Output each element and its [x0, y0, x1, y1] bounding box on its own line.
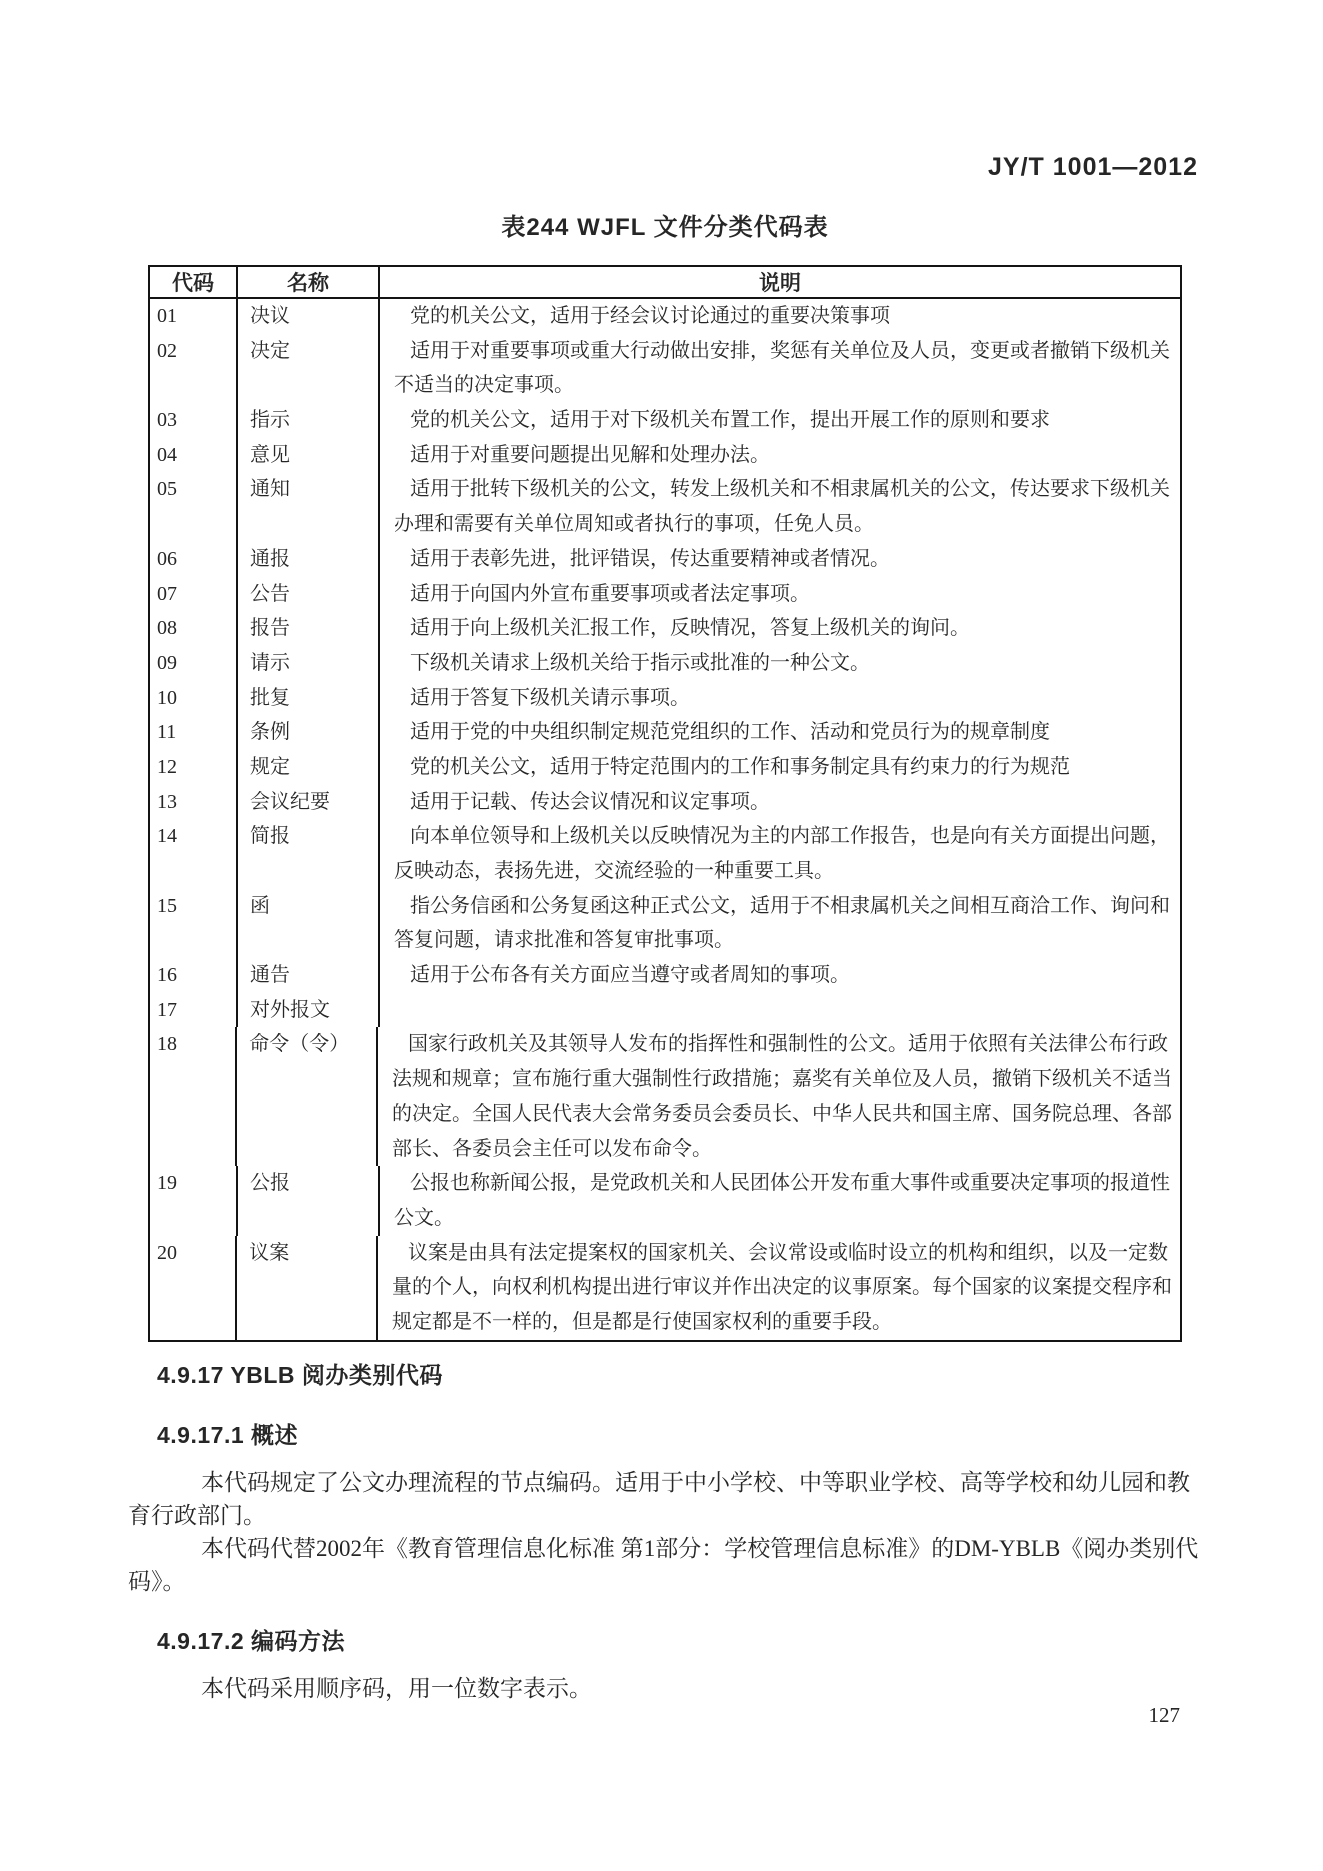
row-name — [238, 577, 380, 612]
row-name-text: 条例 — [250, 721, 290, 744]
row-description-line: 规定都是不一样的，但是都是行使国家权利的重要手段。 — [392, 1310, 892, 1333]
row-description-line: 适用于答复下级机关请示事项。 — [410, 686, 690, 709]
row-description — [380, 819, 1180, 888]
row-code — [150, 889, 238, 958]
row-description-line: 党的机关公文，适用于对下级机关布置工作，提出开展工作的原则和要求 — [410, 409, 1050, 432]
row-description — [380, 993, 1180, 1028]
row-description — [380, 299, 1180, 334]
row-name-text: 议案 — [249, 1241, 290, 1264]
row-description-line: 适用于对重要事项或重大行动做出安排，奖惩有关单位及人员，变更或者撤销下级机关 — [410, 339, 1170, 362]
row-code — [150, 611, 238, 646]
row-code — [150, 785, 238, 820]
row-code-text: 08 — [157, 617, 177, 640]
row-name-text: 会议纪要 — [250, 790, 330, 813]
table-row — [150, 472, 1180, 541]
row-name-text: 意见 — [250, 443, 290, 466]
row-code — [150, 993, 238, 1028]
table-row — [150, 611, 1180, 646]
row-description — [380, 438, 1180, 473]
row-description — [380, 611, 1180, 646]
row-name-text: 公报 — [250, 1172, 290, 1195]
row-description-line: 下级机关请求上级机关给于指示或批准的一种公文。 — [410, 651, 870, 674]
row-name-text: 请示 — [250, 651, 290, 674]
row-code-text: 04 — [157, 443, 177, 466]
column-header-code: 代码 — [150, 267, 238, 297]
row-name — [238, 403, 380, 438]
row-description-line: 反映动态，表扬先进，交流经验的一种重要工具。 — [394, 860, 834, 882]
row-code — [150, 472, 238, 541]
row-code — [150, 750, 238, 785]
paragraph — [128, 1672, 1208, 1705]
row-description-line: 适用于批转下级机关的公文，转发上级机关和不相隶属机关的公文，传达要求下级机关 — [410, 478, 1170, 501]
row-description — [380, 681, 1180, 716]
row-code — [150, 299, 238, 334]
row-description — [380, 472, 1180, 541]
row-name — [238, 299, 380, 334]
row-name-text: 报告 — [250, 617, 290, 640]
table-row — [150, 334, 1180, 403]
row-code-text: 03 — [157, 409, 177, 432]
row-description-line — [394, 993, 1172, 1028]
row-name — [238, 334, 380, 403]
table-row — [150, 646, 1180, 681]
row-code-text: 15 — [157, 894, 177, 917]
row-description — [380, 1166, 1180, 1235]
section-heading-49171: 4.9.17.1 概述 — [157, 1422, 299, 1448]
row-name — [238, 438, 380, 473]
row-name-text: 规定 — [250, 755, 290, 778]
row-code-text: 05 — [157, 478, 177, 501]
row-description — [380, 334, 1180, 403]
table-row — [150, 1027, 1180, 1166]
row-code-text: 19 — [157, 1172, 177, 1195]
table-row — [150, 785, 1180, 820]
row-name — [238, 646, 380, 681]
row-name-text: 对外报文 — [250, 998, 330, 1021]
paragraph-line: 本代码规定了公文办理流程的节点编码。适用于中小学校、中等职业学校、高等学校和幼儿园和教 — [201, 1470, 1190, 1495]
row-code — [150, 542, 238, 577]
row-name-text: 公告 — [250, 582, 290, 605]
row-description — [378, 1027, 1180, 1166]
row-description-line: 适用于对重要问题提出见解和处理办法。 — [410, 443, 770, 466]
table-row — [150, 993, 1180, 1028]
paragraph-line: 本代码代替2002年《教育管理信息化标准 第1部分：学校管理信息标准》的DM-YBLB《阅办类别代 — [201, 1536, 1199, 1561]
row-name-text: 通告 — [250, 964, 290, 987]
row-description-line: 适用于公布各有关方面应当遵守或者周知的事项。 — [410, 964, 850, 987]
row-name-text: 通报 — [250, 547, 290, 570]
row-name — [238, 472, 380, 541]
row-code — [150, 715, 238, 750]
row-description-line: 适用于表彰先进，批评错误，传达重要精神或者情况。 — [410, 547, 890, 570]
row-code — [150, 403, 238, 438]
row-name-text: 批复 — [250, 686, 290, 709]
row-code-text: 06 — [157, 547, 177, 570]
row-name-text: 决议 — [250, 305, 290, 327]
row-name — [237, 1027, 378, 1166]
row-description-line: 党的机关公文，适用于特定范围内的工作和事务制定具有约束力的行为规范 — [410, 755, 1070, 778]
table-row — [150, 889, 1180, 958]
row-description — [378, 1236, 1180, 1340]
row-description-line: 向本单位领导和上级机关以反映情况为主的内部工作报告，也是向有关方面提出问题， — [410, 825, 1170, 848]
table-row — [150, 438, 1180, 473]
table-row — [150, 715, 1180, 750]
row-code-text: 16 — [157, 964, 177, 987]
row-description-line: 公报也称新闻公报，是党政机关和人民团体公开发布重大事件或重要决定事项的报道性 — [410, 1172, 1170, 1195]
paragraph-line: 育行政部门。 — [128, 1503, 266, 1528]
row-description — [380, 958, 1180, 993]
paragraph-line: 码》。 — [128, 1569, 186, 1594]
section-heading-49172: 4.9.17.2 编码方法 — [157, 1628, 346, 1654]
row-code-text: 07 — [157, 582, 177, 605]
row-name — [238, 819, 380, 888]
table-row — [150, 750, 1180, 785]
paragraph — [128, 1466, 1208, 1532]
paragraph-line: 本代码采用顺序码，用一位数字表示。 — [201, 1676, 592, 1701]
row-name — [238, 750, 380, 785]
table-row — [150, 819, 1180, 888]
row-name — [238, 993, 380, 1028]
row-name-text: 决定 — [250, 339, 290, 362]
row-code-text: 17 — [157, 998, 177, 1021]
table-row — [150, 577, 1180, 612]
row-code — [150, 958, 238, 993]
row-name-text: 通知 — [250, 478, 290, 501]
row-name-text: 命令（令） — [249, 1033, 350, 1056]
page-number: 127 — [1148, 1703, 1180, 1727]
row-description — [380, 785, 1180, 820]
row-name-text: 简报 — [250, 825, 290, 848]
row-description-line: 部长、各委员会主任可以发布命令。 — [392, 1137, 712, 1160]
row-name — [238, 611, 380, 646]
row-name — [238, 958, 380, 993]
table-row — [150, 542, 1180, 577]
row-name — [237, 1236, 378, 1340]
table-row — [150, 681, 1180, 716]
row-description-line: 指公务信函和公务复函这种正式公文，适用于不相隶属机关之间相互商洽工作、询问和 — [410, 894, 1170, 917]
row-code-text: 10 — [157, 686, 177, 709]
row-description — [380, 715, 1180, 750]
row-code — [150, 577, 238, 612]
row-code-text: 13 — [157, 790, 177, 813]
row-code-text: 18 — [157, 1033, 177, 1056]
row-code — [150, 1027, 237, 1166]
row-description-line: 量的个人，向权利机构提出进行审议并作出决定的议事原案。每个国家的议案提交程序和 — [392, 1276, 1172, 1299]
column-header-desc: 说明 — [759, 272, 801, 295]
row-description — [380, 577, 1180, 612]
table-row — [150, 958, 1180, 993]
doc-number: JY/T 1001—2012 — [988, 153, 1198, 181]
row-code-text: 11 — [157, 721, 177, 744]
row-name-text: 函 — [250, 894, 270, 917]
row-description-line: 适用于向国内外宣布重要事项或者法定事项。 — [410, 582, 810, 605]
row-description — [380, 542, 1180, 577]
table-row — [150, 1236, 1180, 1340]
row-name — [238, 542, 380, 577]
row-description-line: 答复问题，请求批准和答复审批事项。 — [394, 929, 734, 952]
row-code — [150, 1236, 237, 1340]
row-code — [150, 1166, 238, 1235]
row-code-text: 02 — [157, 339, 177, 362]
row-description-line: 党的机关公文，适用于经会议讨论通过的重要决策事项 — [410, 305, 890, 327]
table-row — [150, 299, 1180, 334]
row-name — [238, 1166, 380, 1235]
row-code — [150, 646, 238, 681]
row-name — [238, 889, 380, 958]
row-code — [150, 681, 238, 716]
row-description-line: 适用于党的中央组织制定规范党组织的工作、活动和党员行为的规章制度 — [410, 721, 1050, 744]
row-description-line: 国家行政机关及其领导人发布的指挥性和强制性的公文。适用于依照有关法律公布行政 — [408, 1033, 1168, 1056]
row-name — [238, 715, 380, 750]
row-description-line: 议案是由具有法定提案权的国家机关、会议常设或临时设立的机构和组织，以及一定数 — [408, 1241, 1168, 1264]
row-name-text: 指示 — [250, 409, 290, 432]
row-description-line: 不适当的决定事项。 — [394, 374, 574, 397]
row-description — [380, 750, 1180, 785]
row-code-text: 09 — [157, 651, 177, 674]
section-heading-4917: 4.9.17 YBLB 阅办类别代码 — [157, 1362, 443, 1388]
row-description — [380, 889, 1180, 958]
row-description — [380, 646, 1180, 681]
table-body — [150, 299, 1180, 1340]
column-header-name: 名称 — [238, 267, 380, 297]
row-code-text: 12 — [157, 755, 177, 778]
row-code-text: 14 — [157, 825, 177, 848]
row-code-text: 01 — [157, 305, 177, 327]
row-description-line: 适用于记载、传达会议情况和议定事项。 — [410, 790, 770, 813]
code-table — [148, 265, 1182, 1342]
row-code — [150, 438, 238, 473]
row-description-line: 公文。 — [394, 1206, 454, 1229]
table-header-row — [150, 267, 1180, 299]
table-row — [150, 1166, 1180, 1235]
row-description-line: 法规和规章；宣布施行重大强制性行政措施；嘉奖有关单位及人员，撤销下级机关不适当 — [392, 1068, 1172, 1091]
row-description-line: 适用于向上级机关汇报工作，反映情况，答复上级机关的询问。 — [410, 617, 970, 640]
row-code — [150, 334, 238, 403]
row-code-text: 20 — [157, 1241, 177, 1264]
row-description-line: 的决定。全国人民代表大会常务委员会委员长、中华人民共和国主席、国务院总理、各部 — [392, 1102, 1172, 1125]
table-row — [150, 403, 1180, 438]
row-code — [150, 819, 238, 888]
paragraph — [128, 1532, 1208, 1598]
table-title: 表244 WJFL 文件分类代码表 — [501, 214, 829, 241]
row-description — [380, 403, 1180, 438]
row-name — [238, 785, 380, 820]
row-name — [238, 681, 380, 716]
row-description-line: 办理和需要有关单位周知或者执行的事项，任免人员。 — [394, 513, 874, 536]
